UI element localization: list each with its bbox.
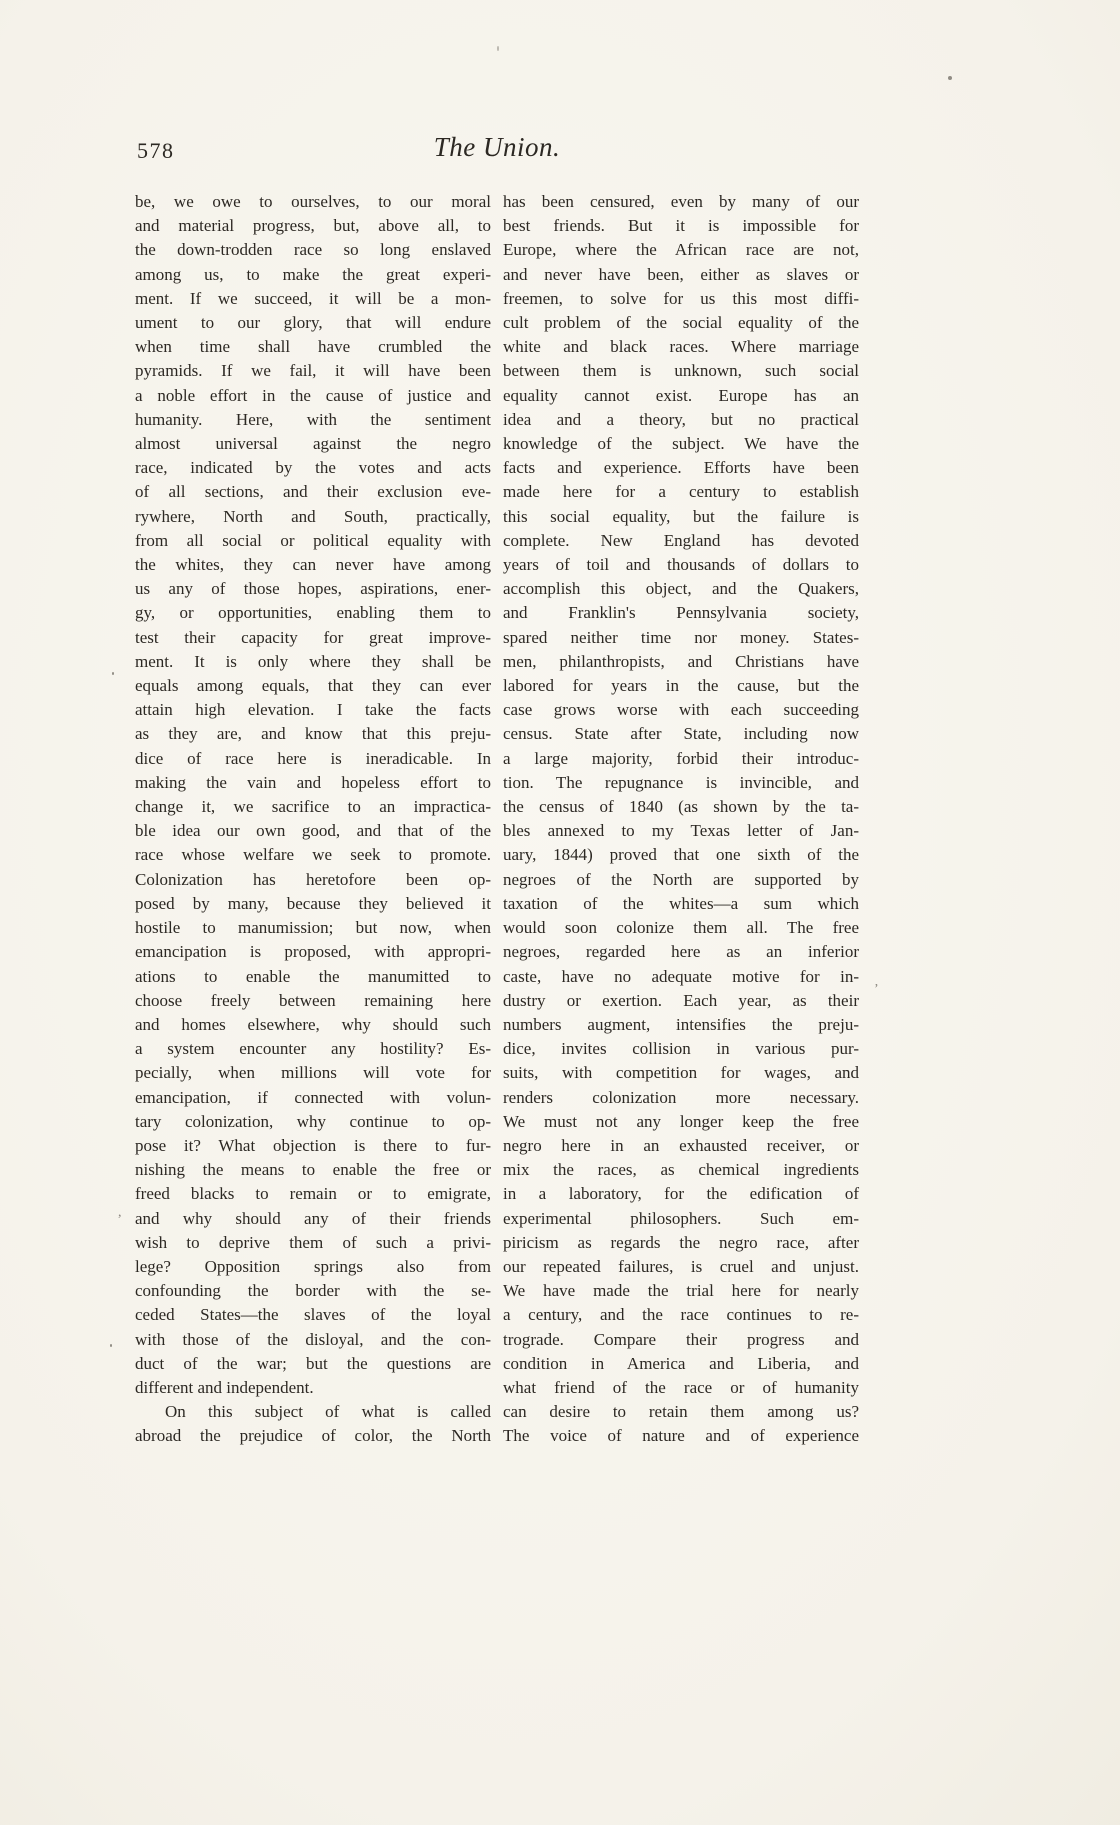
text-line: ment. If we succeed, it will be a mon-: [135, 288, 491, 308]
text-line: would soon colonize them all. The free: [503, 918, 859, 938]
text-line: white and black races. Where marriage: [503, 337, 859, 357]
text-line: freemen, to solve for us this most diffi-: [503, 288, 859, 308]
text-line: with those of the disloyal, and the con-: [135, 1329, 491, 1349]
text-line: confounding the border with the se-: [135, 1281, 491, 1301]
text-line: humanity. Here, with the sentiment: [135, 409, 491, 429]
text-line: spared neither time nor money. States-: [503, 627, 859, 647]
text-line: a large majority, forbid their introduc-: [503, 748, 859, 768]
text-line: can desire to retain them among us?: [503, 1402, 859, 1422]
text-line: and Franklin's Pennsylvania society,: [503, 603, 859, 623]
text-line: negro here in an exhausted receiver, or: [503, 1135, 859, 1155]
text-line: We must not any longer keep the free: [503, 1111, 859, 1131]
text-line: nishing the means to enable the free or: [135, 1160, 491, 1180]
text-line: tary colonization, why continue to op-: [135, 1111, 491, 1131]
text-line: among us, to make the great experi-: [135, 264, 491, 284]
text-line: abroad the prejudice of color, the North: [135, 1426, 491, 1446]
text-line: almost universal against the negro: [135, 434, 491, 454]
text-line: wish to deprive them of such a privi-: [135, 1232, 491, 1252]
text-line: taxation of the whites—a sum which: [503, 893, 859, 913]
text-line: race whose welfare we seek to promote.: [135, 845, 491, 865]
text-column-left: [135, 190, 491, 1449]
page-number: 578: [137, 138, 175, 163]
scan-speck: [110, 1344, 112, 1347]
text-line: dice, invites collision in various pur-: [503, 1039, 859, 1059]
text-line: a system encounter any hostility? Es-: [135, 1039, 491, 1059]
text-line: and why should any of their friends: [135, 1208, 491, 1228]
text-line: men, philanthropists, and Christians have: [503, 651, 859, 671]
text-line: pose it? What objection is there to fur-: [135, 1135, 491, 1155]
text-line: numbers augment, intensifies the preju-: [503, 1014, 859, 1034]
text-line: On this subject of what is called: [165, 1402, 491, 1422]
text-line: dustry or exertion. Each year, as their: [503, 990, 859, 1010]
text-line: duct of the war; but the questions are: [135, 1353, 491, 1373]
text-line: tion. The repugnance is invincible, and: [503, 772, 859, 792]
text-line: what friend of the race or of humanity: [503, 1377, 859, 1397]
text-line: emancipation, if connected with volun-: [135, 1087, 491, 1107]
text-line: suits, with competition for wages, and: [503, 1063, 859, 1083]
text-line: bles annexed to my Texas letter of Jan-: [503, 821, 859, 841]
text-line: best friends. But it is impossible for: [503, 216, 859, 236]
text-line: labored for years in the cause, but the: [503, 676, 859, 696]
scan-speck: [112, 672, 114, 675]
text-line: our repeated failures, is cruel and unjust.: [503, 1256, 859, 1276]
text-line: piricism as regards the negro race, after: [503, 1232, 859, 1252]
text-line: mix the races, as chemical ingredients: [503, 1160, 859, 1180]
text-line: emancipation is proposed, with appropri-: [135, 942, 491, 962]
text-line: condition in America and Liberia, and: [503, 1353, 859, 1373]
text-line: equals among equals, that they can ever: [135, 676, 491, 696]
scan-speck: [497, 46, 499, 51]
paragraph: [135, 190, 491, 1400]
text-line: accomplish this object, and the Quakers,: [503, 579, 859, 599]
text-body: [135, 190, 859, 1449]
paragraph: [503, 190, 859, 1449]
text-column-right: [503, 190, 859, 1449]
text-line: negroes of the North are supported by: [503, 869, 859, 889]
text-line: knowledge of the subject. We have the: [503, 434, 859, 454]
text-line: this social equality, but the failure is: [503, 506, 859, 526]
text-line: making the vain and hopeless effort to: [135, 772, 491, 792]
text-line: attain high elevation. I take the facts: [135, 700, 491, 720]
running-head: [135, 130, 859, 174]
text-line: trograde. Compare their progress and: [503, 1329, 859, 1349]
text-line: a noble effort in the cause of justice and: [135, 385, 491, 405]
text-line: a century, and the race continues to re-: [503, 1305, 859, 1325]
text-line: pecially, when millions will vote for: [135, 1063, 491, 1083]
text-line: case grows worse with each succeeding: [503, 700, 859, 720]
text-line: facts and experience. Efforts have been: [503, 458, 859, 478]
text-line: as they are, and know that this preju-: [135, 724, 491, 744]
text-line: the census of 1840 (as shown by the ta-: [503, 797, 859, 817]
text-line: uary, 1844) proved that one sixth of the: [503, 845, 859, 865]
text-line: race, indicated by the votes and acts: [135, 458, 491, 478]
text-line: pyramids. If we fail, it will have been: [135, 361, 491, 381]
text-line: experimental philosophers. Such em-: [503, 1208, 859, 1228]
text-line: has been censured, even by many of our: [503, 192, 859, 211]
text-line: dice of race here is ineradicable. In: [135, 748, 491, 768]
text-line: negroes, regarded here as an inferior: [503, 942, 859, 962]
text-line: the down-trodden race so long enslaved: [135, 240, 491, 260]
text-line: renders colonization more necessary.: [503, 1087, 859, 1107]
text-line: the whites, they can never have among: [135, 555, 491, 575]
text-line: cult problem of the social equality of the: [503, 313, 859, 333]
text-line: different and independent.: [135, 1377, 314, 1397]
text-line: ble idea our own good, and that of the: [135, 821, 491, 841]
text-line: Europe, where the African race are not,: [503, 240, 859, 260]
text-line: We have made the trial here for nearly: [503, 1281, 859, 1301]
text-line: equality cannot exist. Europe has an: [503, 385, 859, 405]
text-line: and material progress, but, above all, to: [135, 216, 491, 236]
text-line: change it, we sacrifice to an impractica-: [135, 797, 491, 817]
text-line: gy, or opportunities, enabling them to: [135, 603, 491, 623]
text-line: and never have been, either as slaves or: [503, 264, 859, 284]
text-line: Colonization has heretofore been op-: [135, 869, 491, 889]
scan-artifact-mark: ’: [874, 982, 879, 997]
text-line: The voice of nature and of experience: [503, 1426, 859, 1446]
text-line: rywhere, North and South, practically,: [135, 506, 491, 526]
text-line: be, we owe to ourselves, to our moral: [135, 192, 491, 211]
text-line: choose freely between remaining here: [135, 990, 491, 1010]
scan-artifact-mark: ,: [118, 1205, 122, 1220]
text-line: ument to our glory, that will endure: [135, 313, 491, 333]
text-line: hostile to manumission; but now, when: [135, 918, 491, 938]
text-line: ations to enable the manumitted to: [135, 966, 491, 986]
scan-speck: [948, 76, 952, 80]
text-line: when time shall have crumbled the: [135, 337, 491, 357]
text-line: us any of those hopes, aspirations, ener-: [135, 579, 491, 599]
text-line: lege? Opposition springs also from: [135, 1256, 491, 1276]
text-line: complete. New England has devoted: [503, 530, 859, 550]
text-line: caste, have no adequate motive for in-: [503, 966, 859, 986]
text-line: test their capacity for great improve-: [135, 627, 491, 647]
text-line: between them is unknown, such social: [503, 361, 859, 381]
text-line: census. State after State, including now: [503, 724, 859, 744]
text-line: made here for a century to establish: [503, 482, 859, 502]
text-line: ment. It is only where they shall be: [135, 651, 491, 671]
text-line: of all sections, and their exclusion eve-: [135, 482, 491, 502]
running-head-title: The Union.: [433, 132, 561, 162]
text-line: ceded States—the slaves of the loyal: [135, 1305, 491, 1325]
text-line: freed blacks to remain or to emigrate,: [135, 1184, 491, 1204]
text-line: years of toil and thousands of dollars to: [503, 555, 859, 575]
text-line: and homes elsewhere, why should such: [135, 1014, 491, 1034]
text-line: idea and a theory, but no practical: [503, 409, 859, 429]
paragraph: [135, 1400, 491, 1448]
text-line: in a laboratory, for the edification of: [503, 1184, 859, 1204]
text-line: posed by many, because they believed it: [135, 893, 491, 913]
text-line: from all social or political equality with: [135, 530, 491, 550]
